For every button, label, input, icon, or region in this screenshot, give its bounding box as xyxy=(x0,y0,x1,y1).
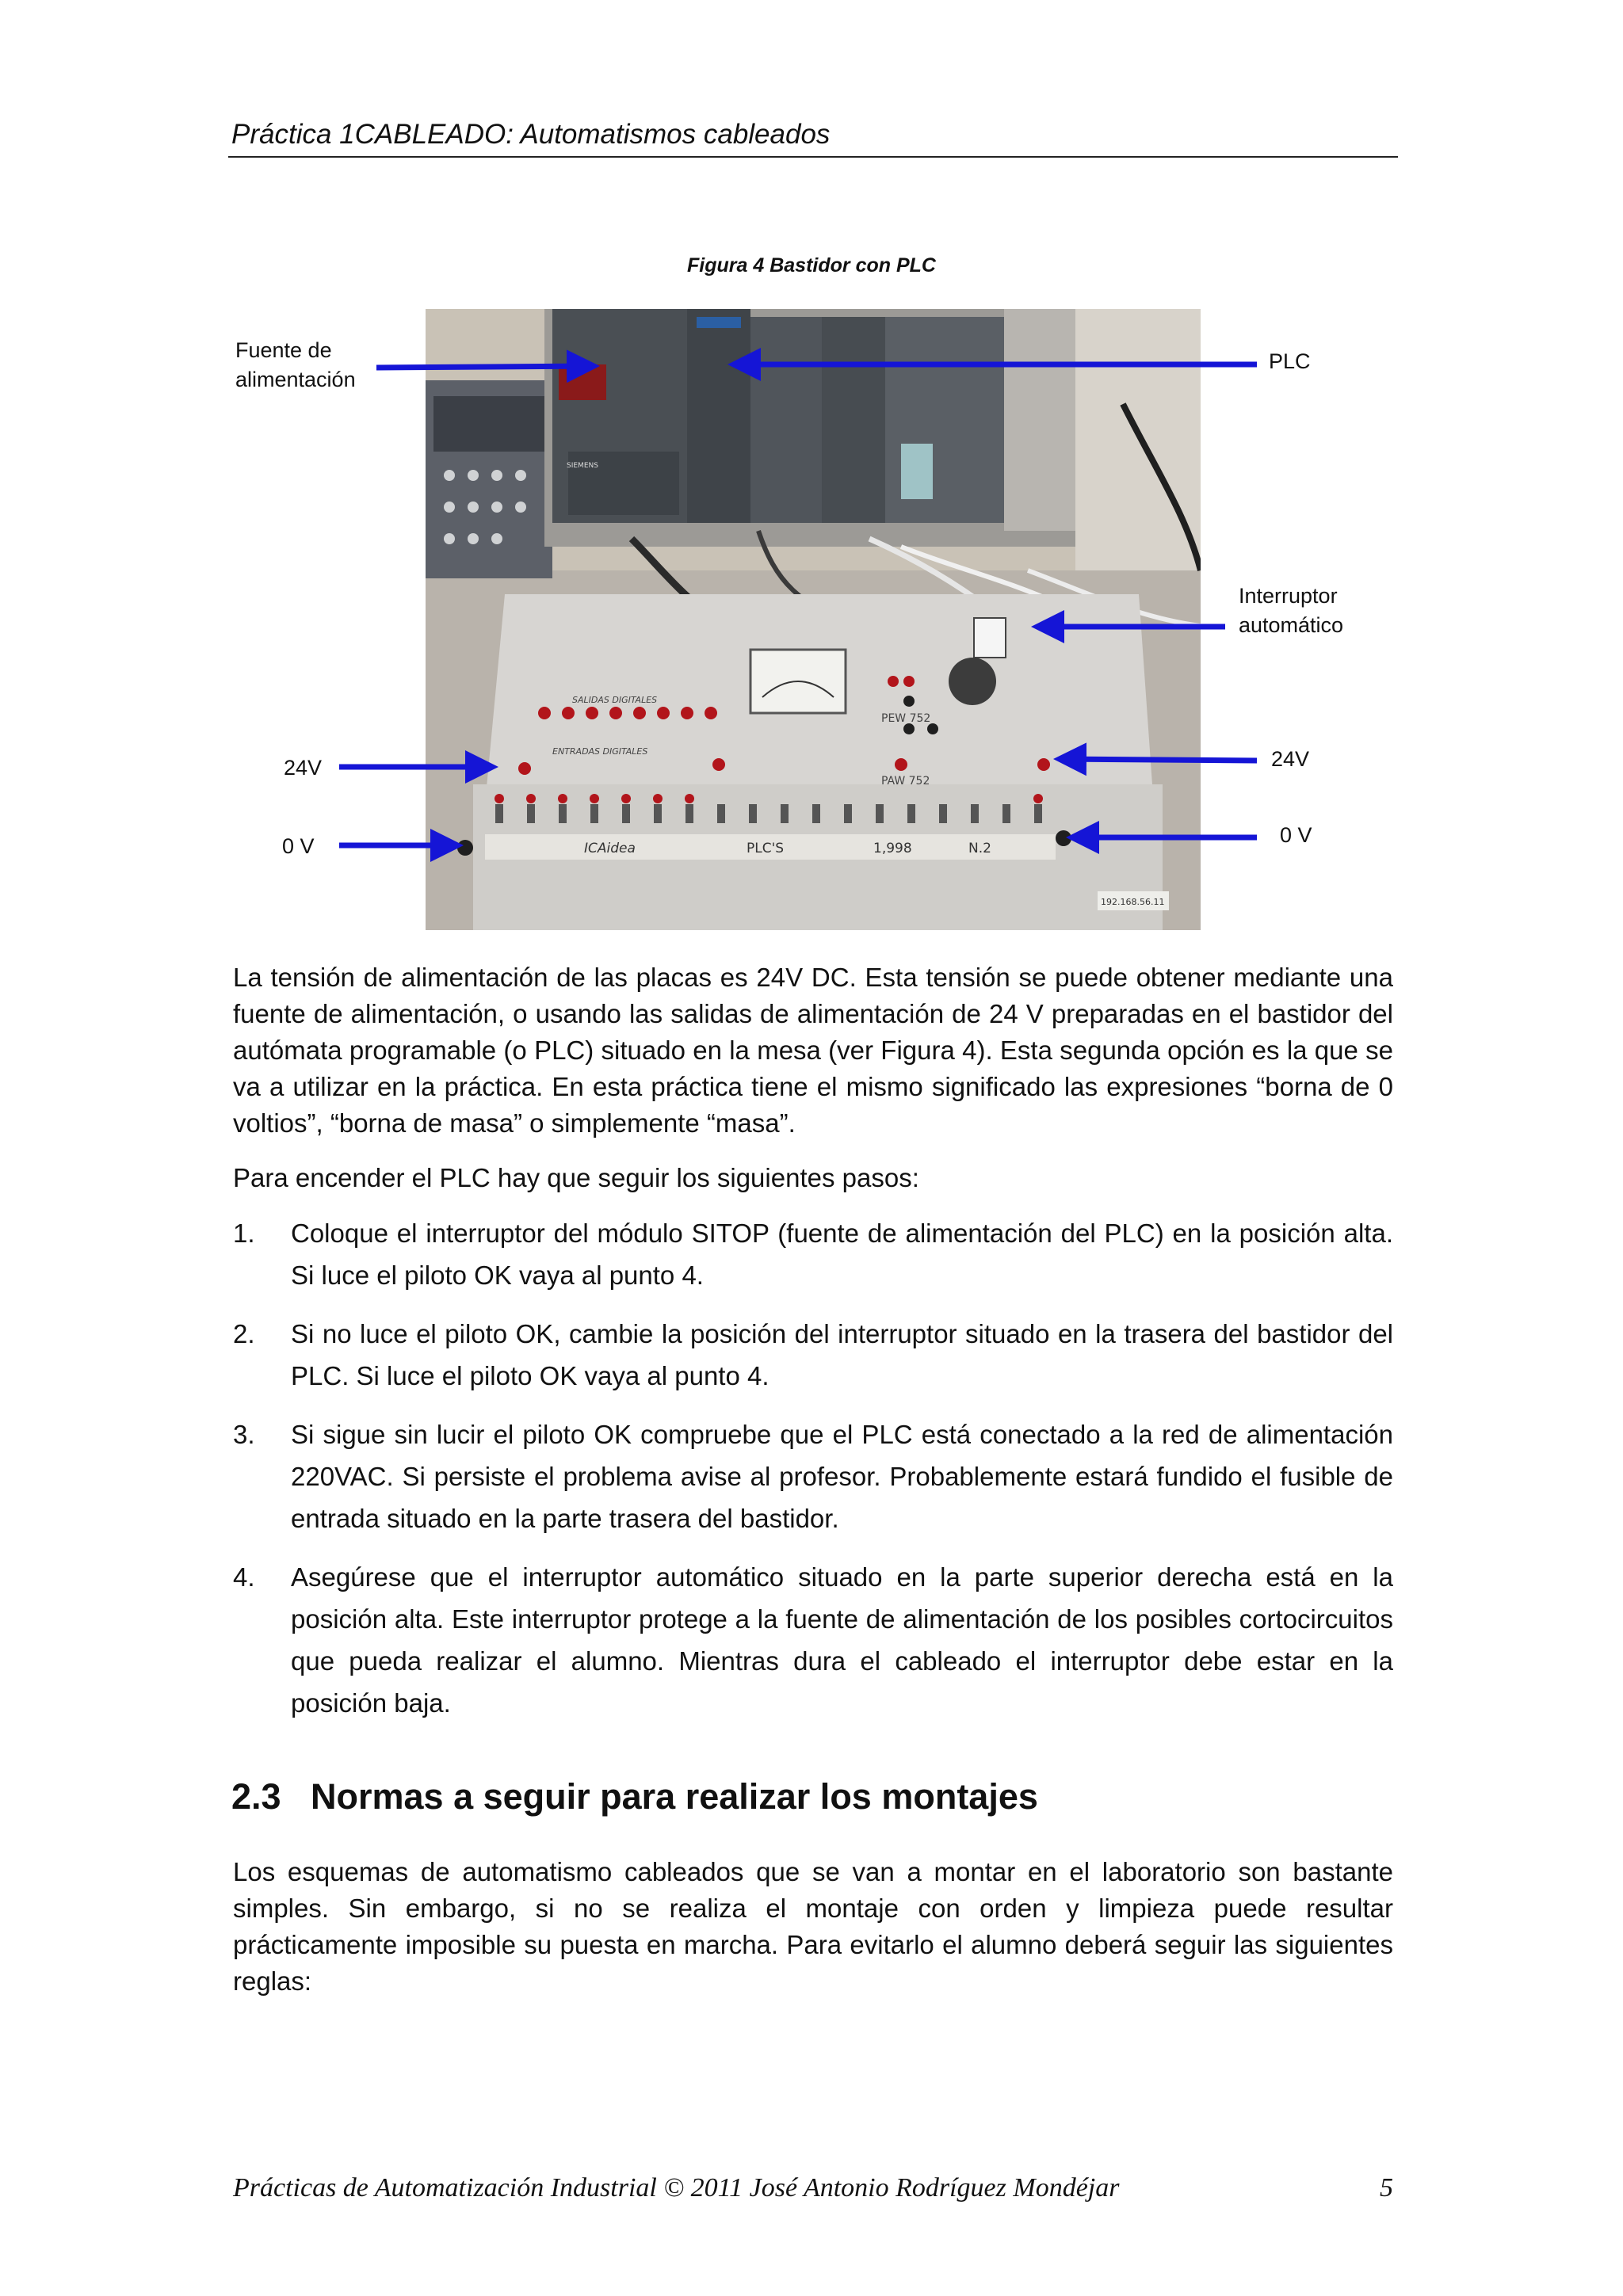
callout-power-supply: Fuente de alimentación xyxy=(235,338,356,391)
callout-plc: PLC xyxy=(1269,349,1311,373)
step-text: Si no luce el piloto OK, cambie la posición del interruptor situado en la trasera del bastidor del PLC. Si luce el piloto OK vaya al punto 4. xyxy=(291,1319,1393,1390)
panel-label-brand: ICAidea xyxy=(584,841,636,856)
callout-0v-right: 0 V xyxy=(1280,823,1312,847)
step-number: 4. xyxy=(233,1562,255,1592)
panel-label-siemens: SIEMENS xyxy=(567,462,598,470)
callout-breaker: Interruptor automático xyxy=(1239,584,1344,637)
arrow-power-supply xyxy=(376,366,594,368)
callout-0v-left: 0 V xyxy=(282,834,315,858)
page-footer xyxy=(233,2171,1393,2206)
page-header: Práctica 1CABLEADO: Automatismos cableados xyxy=(231,119,831,150)
panel-label-number: N.2 xyxy=(968,841,991,856)
panel-label-paw: PAW 752 xyxy=(881,775,930,788)
panel-label-pew: PEW 752 xyxy=(881,712,931,725)
step-text: Asegúrese que el interruptor automático situado en la parte superior derecha está en la posición alta. Este interruptor protege a la fuente de alimentación de los posibles cortocircuitos que pueda realizar el alumno. Mientras dura el cableado el interruptor debe estar en la posición baja. xyxy=(291,1562,1393,1718)
step-text: Si sigue sin lucir el piloto OK compruebe que el PLC está conectado a la red de alimentación 220VAC. Si persiste el problema avise al profesor. Probablemente estará fundido el fusible de entrada situado en la parte trasera del bastidor. xyxy=(291,1420,1393,1533)
callout-24v-left: 24V xyxy=(284,756,323,780)
paragraph-power-voltage: La tensión de alimentación de las placas es 24V DC. Esta tensión se puede obtener mediante una fuente de alimentación, o usando las salidas de alimentación de 24 V preparadas en el bastidor del autómata programable (o PLC) situado en la mesa (ver Figura 4). Esta segunda opción es la que se va a utilizar en la práctica. En esta práctica tiene el mismo significado las expresiones “borna de 0 voltios”, “borna de masa” o simplemente “masa”. xyxy=(233,963,1393,1138)
arrow-24v-right xyxy=(1059,759,1257,761)
footer-text: Prácticas de Automatización Industrial © 2011 José Antonio Rodríguez Mondéjar xyxy=(233,2173,1120,2203)
panel-label-ip: 192.168.56.11 xyxy=(1101,897,1165,907)
paragraph-assembly-rules: Los esquemas de automatismo cableados que se van a montar en el laboratorio son bastante simples. Sin embargo, si no se realiza el montaje con orden y limpieza puede resultar prácticamente imposible su puesta en marcha. Para evitarlo el alumno deberá seguir las siguientes reglas: xyxy=(233,1857,1393,1996)
section-number: 2.3 xyxy=(231,1776,281,1817)
panel-label-outputs: SALIDAS DIGITALES xyxy=(572,695,658,705)
section-heading xyxy=(231,1773,1038,1821)
callout-24v-right: 24V xyxy=(1271,747,1310,771)
panel-label-inputs: ENTRADAS DIGITALES xyxy=(552,746,648,757)
step-item xyxy=(233,1212,1393,1296)
figure-caption: Figura 4 Bastidor con PLC xyxy=(687,254,936,277)
panel-label-year: 1,998 xyxy=(873,841,912,856)
step-item xyxy=(233,1556,1393,1724)
step-number: 1. xyxy=(233,1219,255,1248)
step-item xyxy=(233,1313,1393,1397)
step-number: 3. xyxy=(233,1420,255,1449)
section-title: Normas a seguir para realizar los montajes xyxy=(311,1776,1038,1817)
page-number: 5 xyxy=(1380,2173,1393,2203)
power-on-steps xyxy=(233,1212,1393,1741)
step-number: 2. xyxy=(233,1319,255,1348)
paragraph-steps-intro: Para encender el PLC hay que seguir los siguientes pasos: xyxy=(233,1163,919,1192)
step-text: Coloque el interruptor del módulo SITOP (fuente de alimentación del PLC) en la posición alta. Si luce el piloto OK vaya al punto 4. xyxy=(291,1219,1393,1290)
panel-label-plcs: PLC'S xyxy=(747,841,785,856)
step-item xyxy=(233,1413,1393,1539)
